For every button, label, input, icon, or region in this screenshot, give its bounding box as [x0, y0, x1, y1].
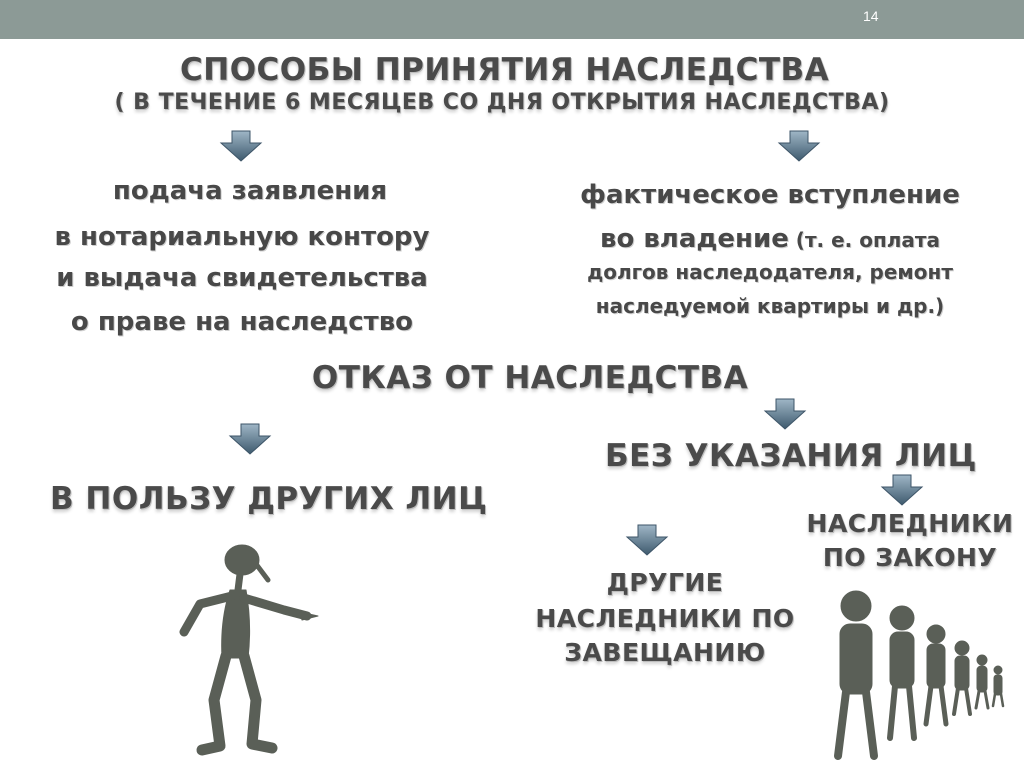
- method-actual-line-1: фактическое вступление: [580, 180, 960, 210]
- method-application-line-4: о праве на наследство: [70, 307, 414, 337]
- method-application-line-2: в нотариальную контору: [54, 222, 430, 252]
- down-arrow-icon: [625, 524, 669, 556]
- method-actual-line-3: долгов наследодателя, ремонт: [587, 260, 953, 284]
- down-arrow-icon: [777, 130, 821, 162]
- method-actual-line-2-note: (т. е. оплата: [788, 228, 941, 252]
- slide-title: СПОСОБЫ ПРИНЯТИЯ НАСЛЕДСТВА: [180, 52, 830, 88]
- down-arrow-icon: [219, 130, 263, 162]
- method-application-line-3: и выдача свидетельства: [56, 263, 428, 293]
- queue-of-figures-icon: [820, 588, 1015, 763]
- refusal-title: ОТКАЗ ОТ НАСЛЕДСТВА: [311, 360, 749, 396]
- refusal-without-specifying: БЕЗ УКАЗАНИЯ ЛИЦ: [605, 438, 977, 474]
- heirs-by-will-line-1: ДРУГИЕ: [606, 568, 724, 597]
- down-arrow-icon: [763, 398, 807, 430]
- page-number: 14: [863, 8, 879, 24]
- method-actual-line-4: наследуемой квартиры и др.): [595, 294, 945, 318]
- heirs-by-will-line-2: НАСЛЕДНИКИ ПО: [535, 604, 795, 633]
- down-arrow-icon: [228, 423, 272, 455]
- heirs-by-law-line-2: ПО ЗАКОНУ: [822, 543, 998, 572]
- heirs-by-law-line-1: НАСЛЕДНИКИ: [806, 509, 1014, 538]
- heirs-by-will-line-3: ЗАВЕЩАНИЮ: [564, 638, 766, 667]
- method-application-line-1: подача заявления: [112, 176, 388, 206]
- down-arrow-icon: [880, 474, 924, 506]
- pointing-figure-icon: [172, 540, 322, 762]
- refusal-in-favor: В ПОЛЬЗУ ДРУГИХ ЛИЦ: [50, 481, 488, 517]
- method-actual-line-2-main: во владение: [599, 224, 789, 254]
- method-actual-line-2: [540, 224, 1000, 254]
- slide-subtitle: ( В ТЕЧЕНИЕ 6 МЕСЯЦЕВ СО ДНЯ ОТКРЫТИЯ НАСЛЕДСТВА): [114, 90, 890, 115]
